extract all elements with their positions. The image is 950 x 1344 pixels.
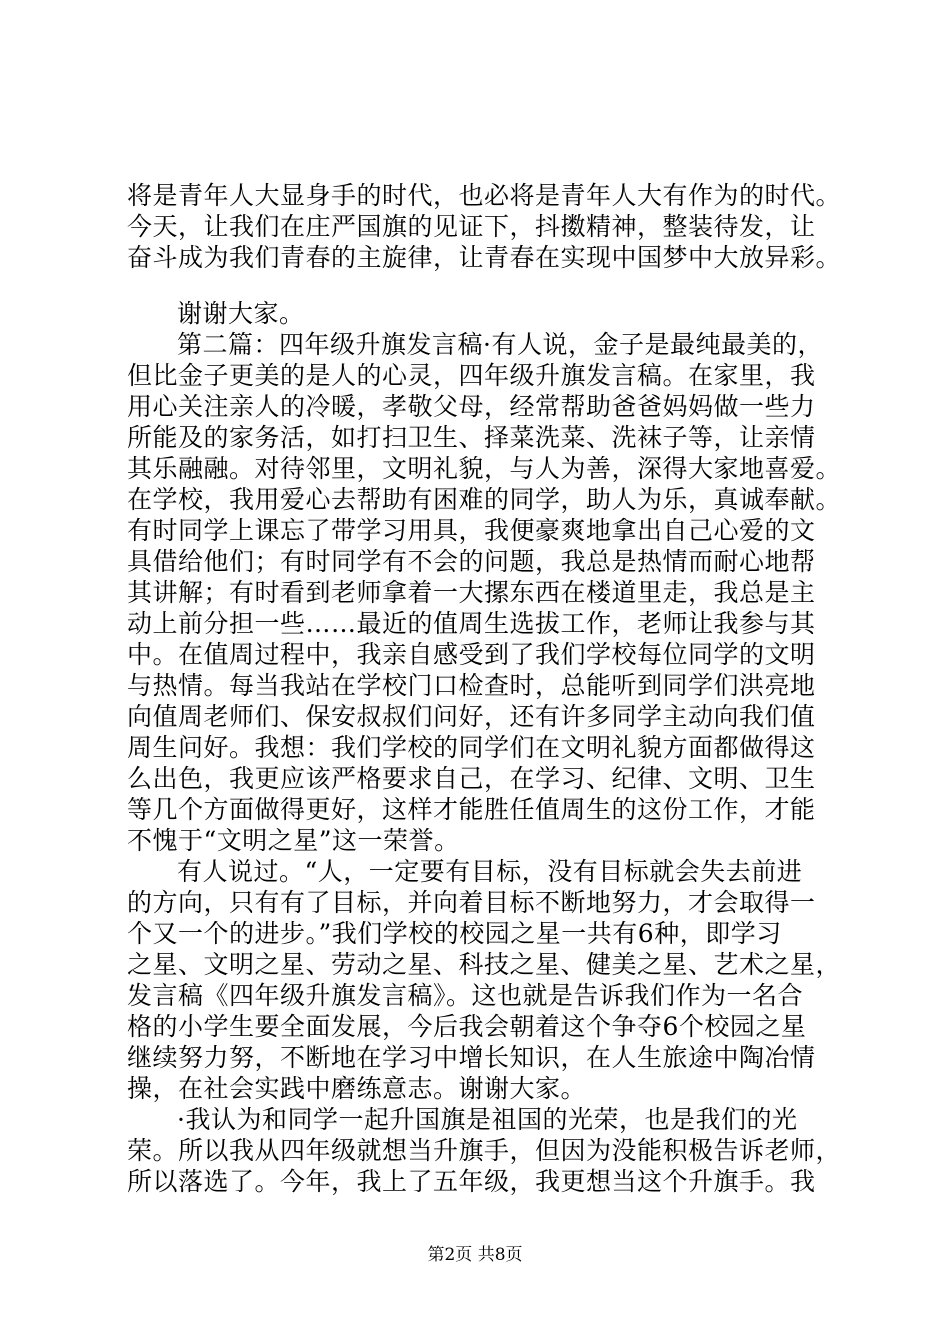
- page-number-footer: 第2页 共8页: [427, 1245, 523, 1265]
- text-line: 其乐融融。对待邻里，文明礼貌，与人为善，深得大家地喜爱。: [127, 454, 842, 483]
- text-line: 个又一个的进步。”我们学校的校园之星一共有6种，即学习: [127, 919, 782, 948]
- text-line: 与热情。每当我站在学校门口检查时，总能听到同学们洪亮地: [127, 671, 816, 700]
- text-line: 奋斗成为我们青春的主旋律，让青春在实现中国梦中大放异彩。: [127, 243, 842, 272]
- text-line: 所以落选了。今年，我上了五年级，我更想当这个升旗手。我: [127, 1167, 816, 1196]
- text-line: 继续努力努，不断地在学习中增长知识，在人生旅途中陶冶情: [127, 1043, 816, 1072]
- text-line: 周生问好。我想：我们学校的同学们在文明礼貌方面都做得这: [127, 733, 816, 762]
- text-line: 发言稿《四年级升旗发言稿》。这也就是告诉我们作为一名合: [127, 981, 804, 1010]
- text-line: 操，在社会实践中磨练意志。谢谢大家。: [127, 1074, 587, 1103]
- text-line: 所能及的家务活，如打扫卫生、择菜洗菜、洗袜子等，让亲情: [127, 423, 816, 452]
- text-line: 将是青年人大显身手的时代，也必将是青年人大有作为的时代。: [127, 181, 842, 210]
- text-line: 中。在值周过程中，我亲自感受到了我们学校每位同学的文明: [127, 640, 816, 669]
- text-line: 其讲解；有时看到老师拿着一大摞东西在楼道里走，我总是主: [127, 578, 816, 607]
- text-line: 具借给他们；有时同学有不会的问题，我总是热情而耐心地帮: [127, 547, 816, 576]
- text-line: 等几个方面做得更好，这样才能胜任值周生的这份工作，才能: [127, 795, 816, 824]
- text-line: 荣。所以我从四年级就想当升旗手，但因为没能积极告诉老师，: [127, 1136, 842, 1165]
- text-line: 谢谢大家。: [177, 299, 305, 328]
- text-line: 不愧于“文明之星”这一荣誉。: [127, 826, 460, 855]
- section-heading-line: 第二篇：四年级升旗发言稿·有人说，金子是最纯最美的，: [177, 330, 823, 359]
- text-line: 用心关注亲人的冷暖，孝敬父母，经常帮助爸爸妈妈做一些力: [127, 392, 816, 421]
- text-line: ·我认为和同学一起升国旗是祖国的光荣，也是我们的光: [177, 1105, 798, 1134]
- text-line: 在学校，我用爱心去帮助有困难的同学，助人为乐，真诚奉献。: [127, 485, 842, 514]
- text-line: 之星、文明之星、劳动之星、科技之星、健美之星、艺术之星，: [127, 950, 842, 979]
- text-line: 有时同学上课忘了带学习用具，我便豪爽地拿出自己心爱的文: [127, 516, 816, 545]
- text-line: 的方向，只有有了目标，并向着目标不断地努力，才会取得一: [127, 888, 816, 917]
- text-line: 有人说过。“人，一定要有目标，没有目标就会失去前进: [177, 857, 803, 886]
- text-line: 今天，让我们在庄严国旗的见证下，抖擞精神，整装待发，让: [127, 212, 816, 241]
- text-line: 向值周老师们、保安叔叔们问好，还有许多同学主动向我们值: [127, 702, 816, 731]
- text-line: 么出色，我更应该严格要求自己，在学习、纪律、文明、卫生: [127, 764, 816, 793]
- text-line: 动上前分担一些……最近的值周生选拔工作，老师让我参与其: [127, 609, 816, 638]
- text-line: 但比金子更美的是人的心灵，四年级升旗发言稿。在家里，我: [127, 361, 816, 390]
- text-line: 格的小学生要全面发展，今后我会朝着这个争夺6个校园之星: [127, 1012, 807, 1041]
